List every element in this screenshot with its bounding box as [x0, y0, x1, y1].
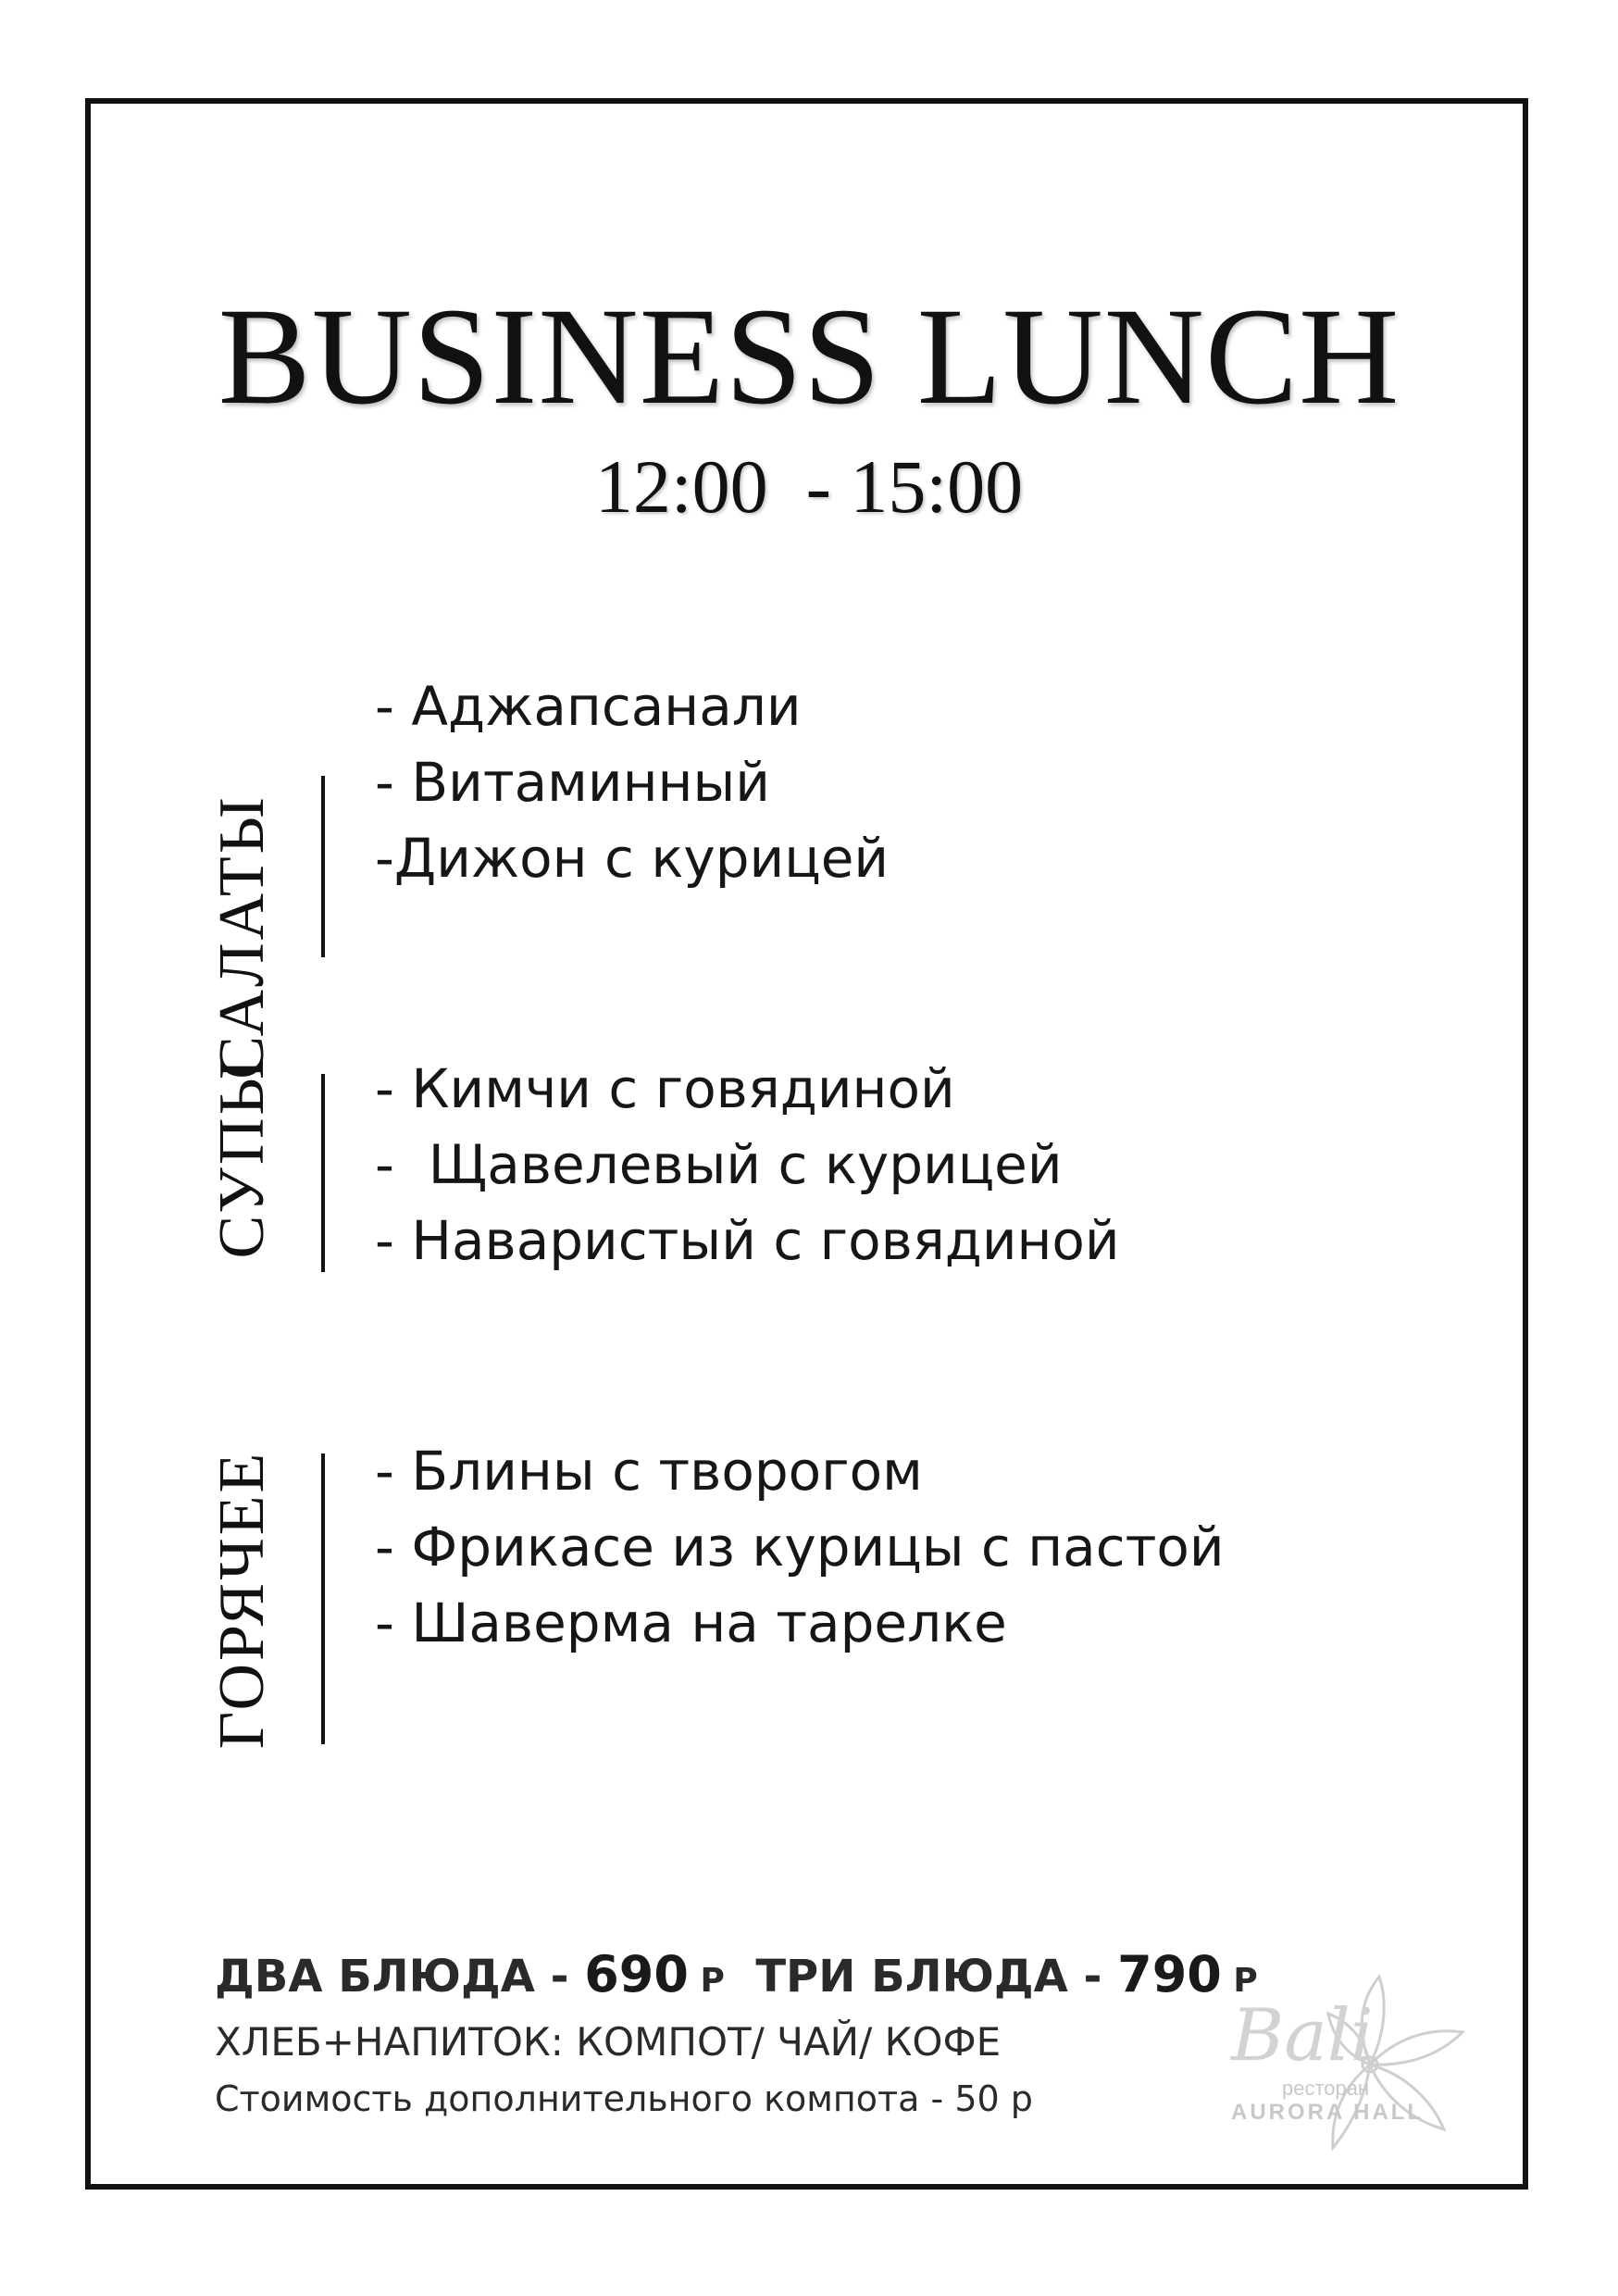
- list-item: - Шаверма на тарелке: [375, 1591, 1007, 1654]
- section-label-hot: ГОРЯЧЕЕ: [206, 1450, 278, 1750]
- price-line: [215, 1942, 1258, 2014]
- pricing-footer: [215, 1942, 1258, 2127]
- section-divider: [321, 776, 325, 957]
- currency-label: Р: [1221, 1962, 1258, 2000]
- extra-compote-note: Стоимость дополнительного компота - 50 р: [215, 2078, 1033, 2119]
- restaurant-logo: [1194, 1963, 1509, 2157]
- list-item: - Аджапсанали: [375, 675, 802, 738]
- lunch-hours: 12:00 - 15:00: [594, 444, 1024, 529]
- two-dishes-label: ДВА БЛЮДА -: [215, 1951, 585, 2003]
- logo-subtitle: ресторан: [1282, 2077, 1370, 2100]
- three-dishes-price: 790: [1117, 1945, 1222, 2003]
- menu-title: BUSINESS LUNCH: [218, 280, 1400, 433]
- included-extras: ХЛЕБ+НАПИТОК: КОМПОТ/ ЧАЙ/ КОФЕ: [215, 2019, 1002, 2065]
- section-label-soups: СУПЫ: [206, 1055, 278, 1259]
- list-item: - Кимчи с говядиной: [375, 1057, 955, 1120]
- three-dishes-label: ТРИ БЛЮДА -: [724, 1951, 1118, 2003]
- two-dishes-price: 690: [584, 1945, 689, 2003]
- list-item: - Блины с творогом: [375, 1440, 923, 1503]
- currency-label: Р: [688, 1962, 725, 2000]
- logo-venue: AURORA HALL: [1231, 2100, 1425, 2125]
- section-divider: [321, 1454, 325, 1744]
- soup-list: [375, 1051, 1120, 1279]
- logo-script: Bali: [1231, 1994, 1374, 2078]
- salad-list: [375, 668, 889, 896]
- list-item: - Фрикасе из курицы с пастой: [375, 1516, 1225, 1578]
- list-item: - Витаминный: [375, 751, 770, 814]
- section-label-salads: САЛАТЫ: [206, 794, 278, 1079]
- list-item: - Щавелевый с курицей: [375, 1133, 1063, 1196]
- list-item: -Дижон с курицей: [375, 827, 890, 890]
- section-divider: [321, 1074, 325, 1272]
- list-item: - Наваристый с говядиной: [375, 1209, 1120, 1272]
- hot-dish-list: [375, 1433, 1225, 1661]
